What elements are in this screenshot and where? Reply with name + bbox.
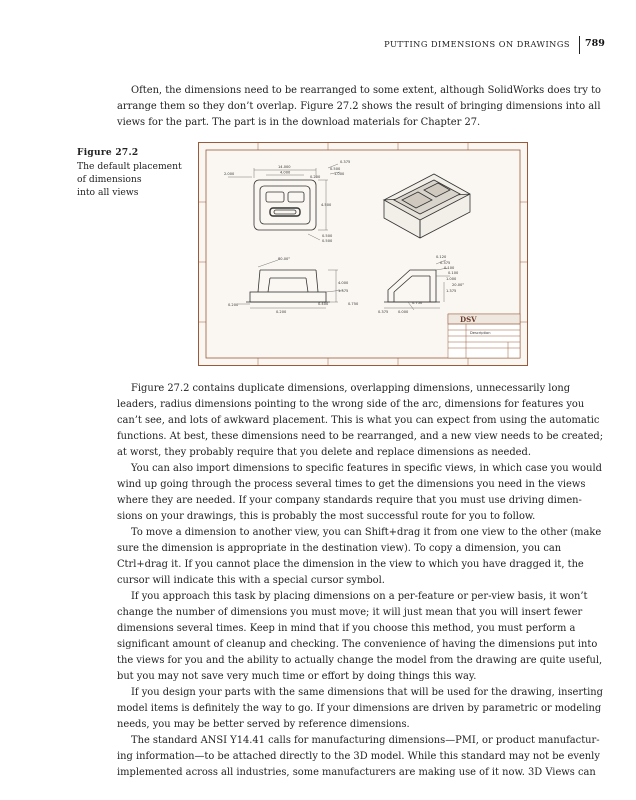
page-number: 789 xyxy=(585,38,605,49)
dim-label: 0.500 xyxy=(322,239,333,243)
text-line: leaders, radius dimensions pointing to the wrong side of the arc, dimensions for features you xyxy=(117,398,585,410)
text-line: functions. At best, these dimensions need to be rearranged, and a new view needs to be created; xyxy=(117,430,604,442)
text-line: implemented across all industries, some manufacturers are making use of it now. 3D Views can xyxy=(117,766,596,778)
dim-label: 4.000 xyxy=(338,281,349,285)
drawing-figure xyxy=(198,142,528,366)
text-line: arrange them so they don’t overlap. Figure 27.2 shows the result of bringing dimensions into all xyxy=(117,100,601,112)
text-line: If you design your parts with the same dimensions that will be used for the drawing, inserting xyxy=(131,687,603,698)
text-line: but you may not save very much time or effort by doing things this way. xyxy=(117,670,477,682)
text-line: change the number of dimensions you must move; it will just mean that you will insert fewer xyxy=(117,606,583,618)
dim-label: 20.00° xyxy=(452,283,465,287)
dim-label: 0.375 xyxy=(378,310,389,314)
title-block-logo: DSV xyxy=(460,315,477,324)
body-paragraph xyxy=(117,589,603,685)
dim-label: 1.000 xyxy=(446,277,457,281)
caption-line: The default placement xyxy=(77,161,182,172)
dim-label: 80.00° xyxy=(278,257,291,261)
text-line: significant amount of cleanup and checking. The convenience of having the dimensions put into xyxy=(117,638,598,650)
dim-label: 0.750 xyxy=(348,302,359,306)
text-line: where they are needed. If your company standards require that you must use driving dimen- xyxy=(117,494,582,506)
dim-label: 0.750 xyxy=(412,301,423,305)
dim-label: 0.200 xyxy=(310,175,321,179)
dim-label: 1.375 xyxy=(446,289,457,293)
text-line: Often, the dimensions need to be rearranged to some extent, although SolidWorks does try to xyxy=(131,85,601,96)
figure-label: Figure 27.2 xyxy=(77,148,139,158)
dim-label: 4.500 xyxy=(321,203,332,207)
dim-label: 0.000 xyxy=(398,310,409,314)
dim-label: 0.120 xyxy=(436,255,447,259)
figure-caption xyxy=(77,147,187,200)
title-block xyxy=(448,314,520,358)
body-paragraph xyxy=(117,685,603,733)
dim-label: 14.000 xyxy=(278,165,291,169)
dim-label: 0.375 xyxy=(340,160,351,164)
text-line: The standard ANSI Y14.41 calls for manufacturing dimensions—PMI, or product manufactur- xyxy=(131,735,600,746)
text-line: needs, you may be better served by reference dimensions. xyxy=(117,718,410,730)
text-line: wind up going through the process several times to get the dimensions you need in the views xyxy=(117,478,586,490)
dim-label: 0.500 xyxy=(330,167,341,171)
text-line: cursor will indicate this with a special cursor symbol. xyxy=(117,574,385,586)
text-line: at worst, they probably require that you delete and replace dimensions as needed. xyxy=(117,446,531,458)
body-paragraph xyxy=(117,381,604,461)
dim-label: 4.000 xyxy=(280,170,291,175)
text-line: views for the part. The part is in the download materials for Chapter 27. xyxy=(117,116,481,128)
body-paragraph xyxy=(117,461,602,525)
text-line: model items is definitely the way to go. If your dimensions are driven by parametric or modeling xyxy=(117,702,602,714)
running-head-divider xyxy=(579,36,580,54)
dim-label: 1.375 xyxy=(338,289,349,293)
body-paragraph xyxy=(117,525,602,589)
body-paragraph xyxy=(117,733,600,781)
caption-line: of dimensions xyxy=(77,174,142,186)
dim-label: 0.500 xyxy=(322,234,333,238)
intro-paragraph xyxy=(117,83,601,131)
text-line: Figure 27.2 contains duplicate dimensions, overlapping dimensions, unnecessarily long xyxy=(131,383,571,394)
text-line: If you approach this task by placing dimensions on a per-feature or per-view basis, it won’t xyxy=(131,591,588,602)
dim-label: 0.100 xyxy=(444,266,455,270)
running-head-title: PUTTING DIMENSIONS ON DRAWINGS xyxy=(384,39,570,49)
dim-label: 0.100 xyxy=(448,271,459,275)
dim-label: 0.400 xyxy=(318,302,329,306)
text-line: dimensions several times. Keep in mind that if you choose this method, you must perform a xyxy=(117,622,576,634)
text-line: You can also import dimensions to specific features in specific views, in which case you would xyxy=(131,463,602,474)
dim-label: 0.375 xyxy=(440,261,451,265)
dim-label: 2.000 xyxy=(224,172,235,176)
dim-label: 1.000 xyxy=(334,172,345,176)
text-line: the views for you and the ability to actually change the model from the drawing are quite useful, xyxy=(117,654,603,666)
running-head xyxy=(0,36,636,54)
text-line: Ctrl+drag it. If you cannot place the dimension in the view to which you have dragged it, the xyxy=(117,558,584,570)
caption-line: into all views xyxy=(77,187,139,199)
text-line: sure the dimension is appropriate in the destination view). To copy a dimension, you can xyxy=(117,542,562,554)
title-block-description: Description xyxy=(470,331,491,335)
text-line: can’t see, and lots of awkward placement. This is what you can expect from using the automatic xyxy=(117,414,600,426)
dim-label: 0.200 xyxy=(276,310,287,314)
text-line: ing information—to be attached directly to the 3D model. While this standard may not be evenly xyxy=(117,750,600,762)
text-line: To move a dimension to another view, you can Shift+drag it from one view to the other (make xyxy=(131,527,602,538)
dim-label: 0.200 xyxy=(228,303,239,307)
text-line: sions on your drawings, this is probably the most successful route for you to follow. xyxy=(117,510,536,522)
